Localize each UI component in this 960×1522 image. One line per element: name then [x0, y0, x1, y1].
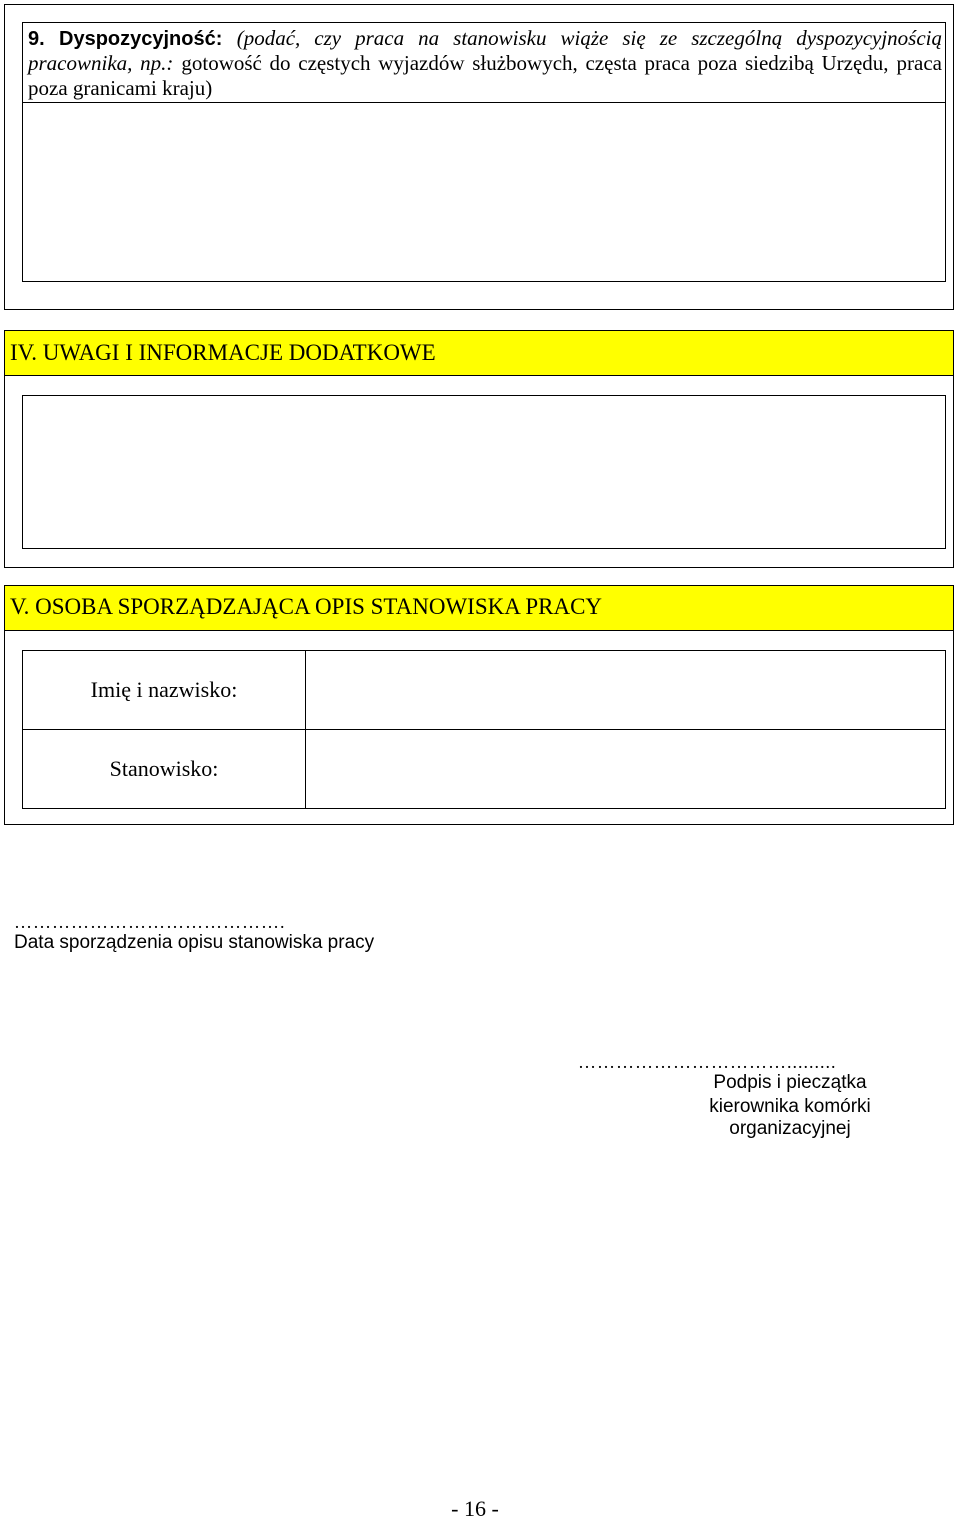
position-label: Stanowisko:: [23, 730, 306, 809]
table-row: [23, 651, 946, 730]
author-table: [22, 650, 946, 809]
section-9-examples-end: praca poza granicami kraju): [28, 51, 942, 100]
section-9-intro: (podać, czy praca na stanowisku wiąże się ze szczególną dyspozycyjnością pracownika, np.:: [28, 26, 942, 75]
section-9-divider: [22, 102, 946, 103]
date-label: Data sporządzenia opisu stanowiska pracy: [14, 932, 375, 953]
name-field[interactable]: [306, 651, 946, 730]
signature-label-line1: Podpis i pieczątka: [713, 1072, 867, 1093]
section-5-title: V. OSOBA SPORZĄDZAJĄCA OPIS STANOWISKA PRACY: [10, 594, 603, 619]
section-4-title: IV. UWAGI I INFORMACJE DODATKOWE: [10, 340, 436, 365]
page-number: - 16 -: [451, 1496, 499, 1521]
position-field[interactable]: [306, 730, 946, 809]
section-9-number-title: 9. Dyspozycyjność:: [28, 28, 223, 50]
date-line[interactable]: …………………………………….: [14, 912, 286, 932]
section-4-notes-box[interactable]: [22, 395, 946, 549]
name-label: Imię i nazwisko:: [23, 651, 306, 730]
section-9-question: [28, 26, 942, 101]
signature-line[interactable]: …………………………….........: [578, 1052, 837, 1072]
signature-label-line2: kierownika komórki organizacyjnej: [709, 1096, 871, 1139]
table-row: [23, 730, 946, 809]
section-9-examples: gotowość do częstych wyjazdów służbowych, częsta praca poza siedzibą Urzędu,: [181, 51, 889, 75]
